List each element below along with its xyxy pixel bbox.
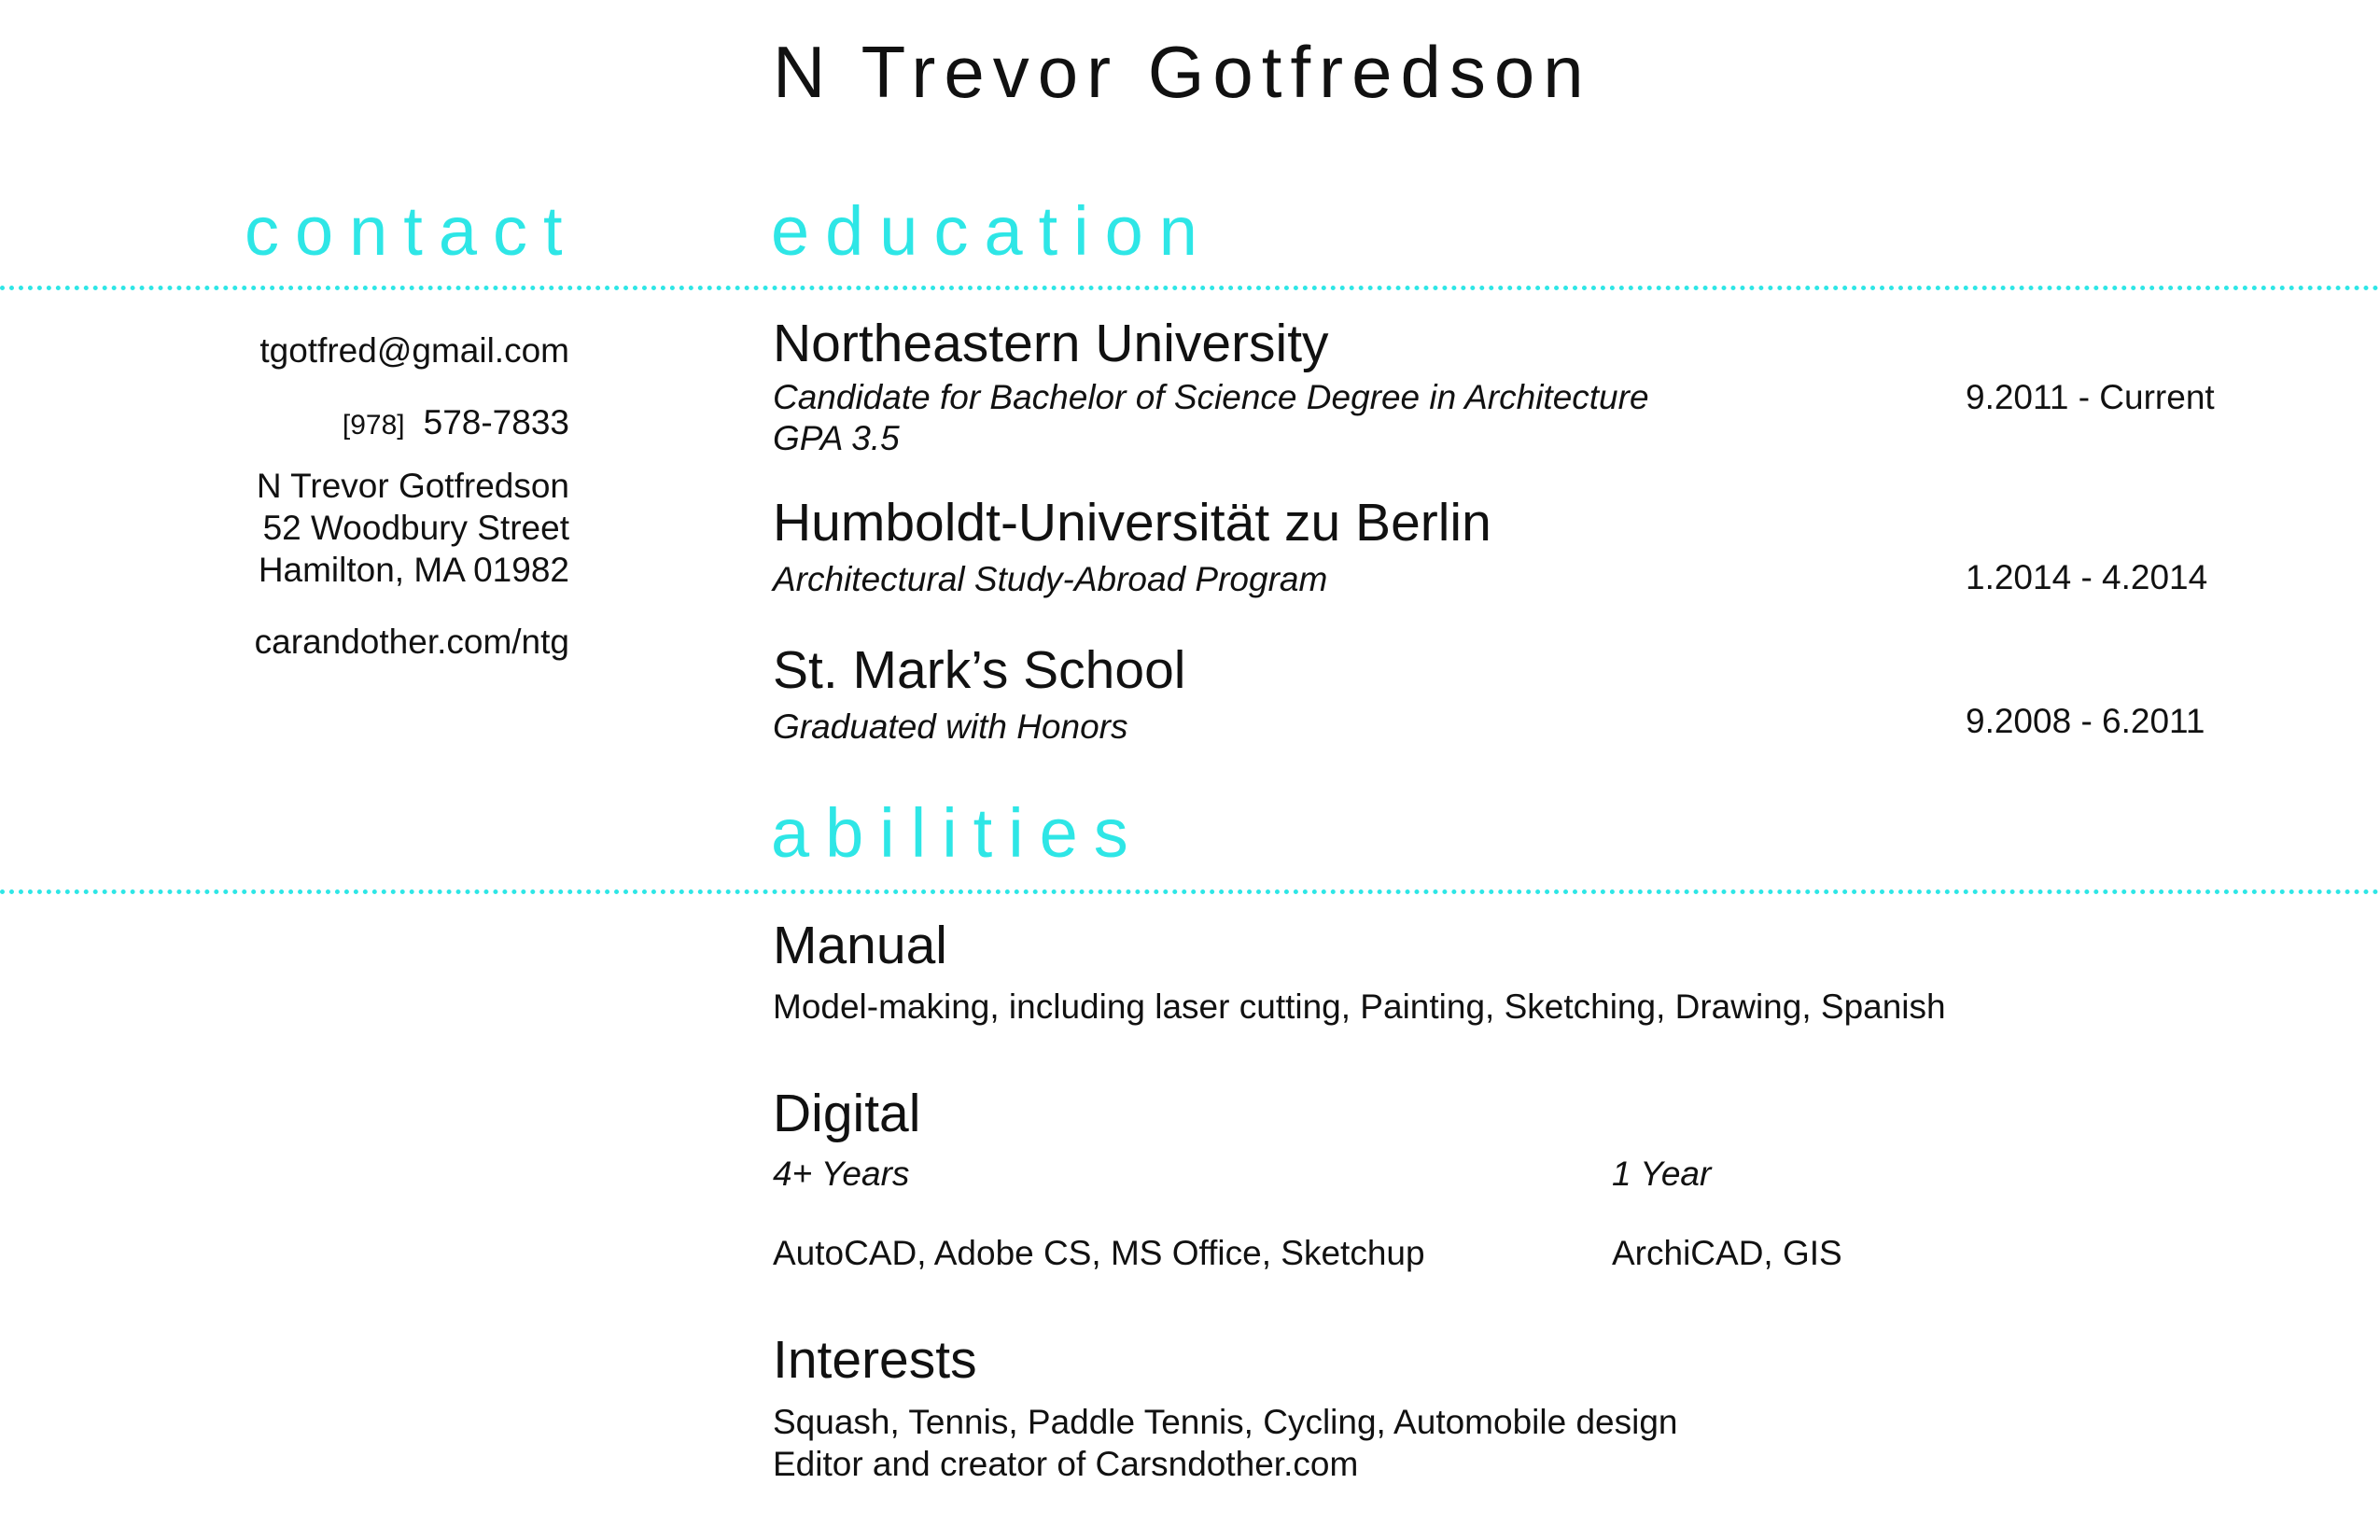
school-dates: 1.2014 - 4.2014 (1966, 558, 2208, 596)
interests-line: Editor and creator of Carsndother.com (773, 1445, 1359, 1483)
education-heading: education (771, 192, 1213, 270)
phone-number: 578-7833 (423, 403, 569, 441)
school-dates: 9.2011 - Current (1966, 378, 2215, 416)
contact-heading: contact (245, 192, 579, 270)
digital-col1-label: 4+ Years (773, 1155, 910, 1193)
contact-website[interactable]: carandother.com/ntg (254, 623, 569, 661)
address-street: 52 Woodbury Street (262, 509, 569, 547)
contact-phone (177, 403, 569, 442)
school-name: Humboldt-Universität zu Berlin (773, 493, 1491, 553)
digital-col2-text: ArchiCAD, GIS (1612, 1234, 1842, 1272)
school-dates: 9.2008 - 6.2011 (1966, 702, 2205, 740)
digital-title: Digital (773, 1084, 921, 1143)
school-name: Northeastern University (773, 314, 1329, 373)
section-divider (0, 889, 2380, 894)
school-detail: Graduated with Honors (773, 707, 1128, 746)
page-title: N Trevor Gotfredson (773, 31, 1592, 113)
digital-col1-text: AutoCAD, Adobe CS, MS Office, Sketchup (773, 1234, 1425, 1272)
address-name: N Trevor Gotfredson (256, 467, 569, 505)
section-divider (0, 286, 2380, 290)
digital-col2-label: 1 Year (1612, 1155, 1712, 1193)
abilities-heading: abilities (771, 794, 1144, 872)
interests-line: Squash, Tennis, Paddle Tennis, Cycling, Automobile design (773, 1403, 1678, 1441)
school-detail: GPA 3.5 (773, 419, 900, 457)
school-detail: Candidate for Bachelor of Science Degree in Architecture (773, 378, 1649, 416)
manual-title: Manual (773, 916, 947, 975)
manual-text: Model-making, including laser cutting, Painting, Sketching, Drawing, Spanish (773, 987, 1946, 1026)
phone-area-code: [978] (342, 410, 405, 441)
interests-title: Interests (773, 1330, 977, 1390)
contact-email[interactable]: tgotfred@gmail.com (259, 331, 569, 370)
address-city: Hamilton, MA 01982 (258, 551, 569, 589)
school-name: St. Mark’s School (773, 640, 1186, 700)
school-detail: Architectural Study-Abroad Program (773, 560, 1328, 598)
